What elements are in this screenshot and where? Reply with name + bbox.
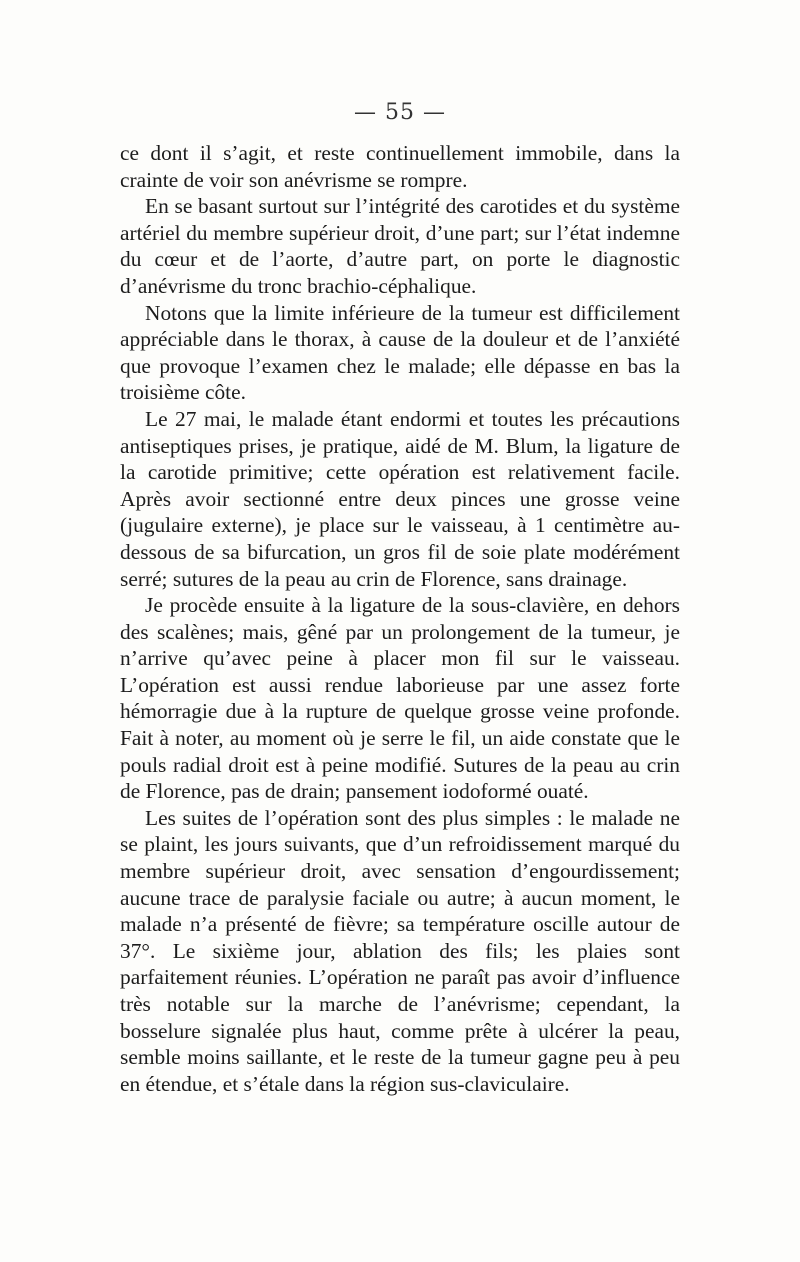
paragraph-diagnosis: En se basant surtout sur l’intégrité des carotides et du système artériel du membre supérieur droit, d’une part; sur l’état indemne du cœur et de l’aorte, d’autre part, on porte le diagnostic d’anévrisme du tronc brachio-céphalique.: [120, 194, 680, 298]
paragraph-postoperative: Les suites de l’opération sont des plus simples : le malade ne se plaint, les jours suivants, que d’un refroidissement marqué du membre supérieur droit, avec sensation d’engourdissement; aucune trace de paralysie faciale ou autre; à aucun moment, le malade n’a présenté de fièvre; sa température oscille autour de 37°. Le sixième jour, ablation des fils; les plaies sont parfaitement réunies. L’opération ne paraît pas avoir d’influence très notable sur la marche de l’anévrisme; cependant, la bosselure signalée plus haut, comme prête à ulcérer la peau, semble moins saillante, et le reste de la tumeur gagne peu à peu en étendue, et s’étale dans la région sus-claviculaire.: [120, 805, 680, 1096]
paragraph-subclavian-ligature: Je procède ensuite à la ligature de la sous-clavière, en dehors des scalènes; mais, gêné par un prolongement de la tumeur, je n’arrive qu’avec peine à placer mon fil sur le vaisseau. L’opération est aussi rendue laborieuse par une assez forte hémorragie due à la rupture de quelque grosse veine profonde. Fait à noter, au moment où je serre le fil, un aide constate que le pouls radial droit est à peine modifié. Sutures de la peau au crin de Florence, pas de drain; pansement iodoformé ouaté.: [120, 593, 680, 804]
paragraph-tumor-limit: Notons que la limite inférieure de la tumeur est difficilement appréciable dans le thorax, à cause de la douleur et de l’anxiété que provoque l’examen chez le malade; elle dépasse en bas la troisième côte.: [120, 300, 680, 405]
paragraph-carotid-ligature: Le 27 mai, le malade étant endormi et toutes les précautions antiseptiques prises, je pratique, aidé de M. Blum, la ligature de la carotide primitive; cette opération est relativement facile. Après avoir sectionné entre deux pinces une grosse veine (jugulaire externe), je place sur le vaisseau, à 1 centimètre au-dessous de sa bifurcation, un gros fil de soie plate modérément serré; sutures de la peau au crin de Florence, sans drainage.: [120, 406, 680, 591]
page-number: — 55 —: [354, 100, 446, 125]
body-text: [120, 140, 680, 1097]
paragraph-continuation: ce dont il s’agit, et reste continuellement immobile, dans la crainte de voir son anévrisme se rompre.: [120, 141, 680, 192]
